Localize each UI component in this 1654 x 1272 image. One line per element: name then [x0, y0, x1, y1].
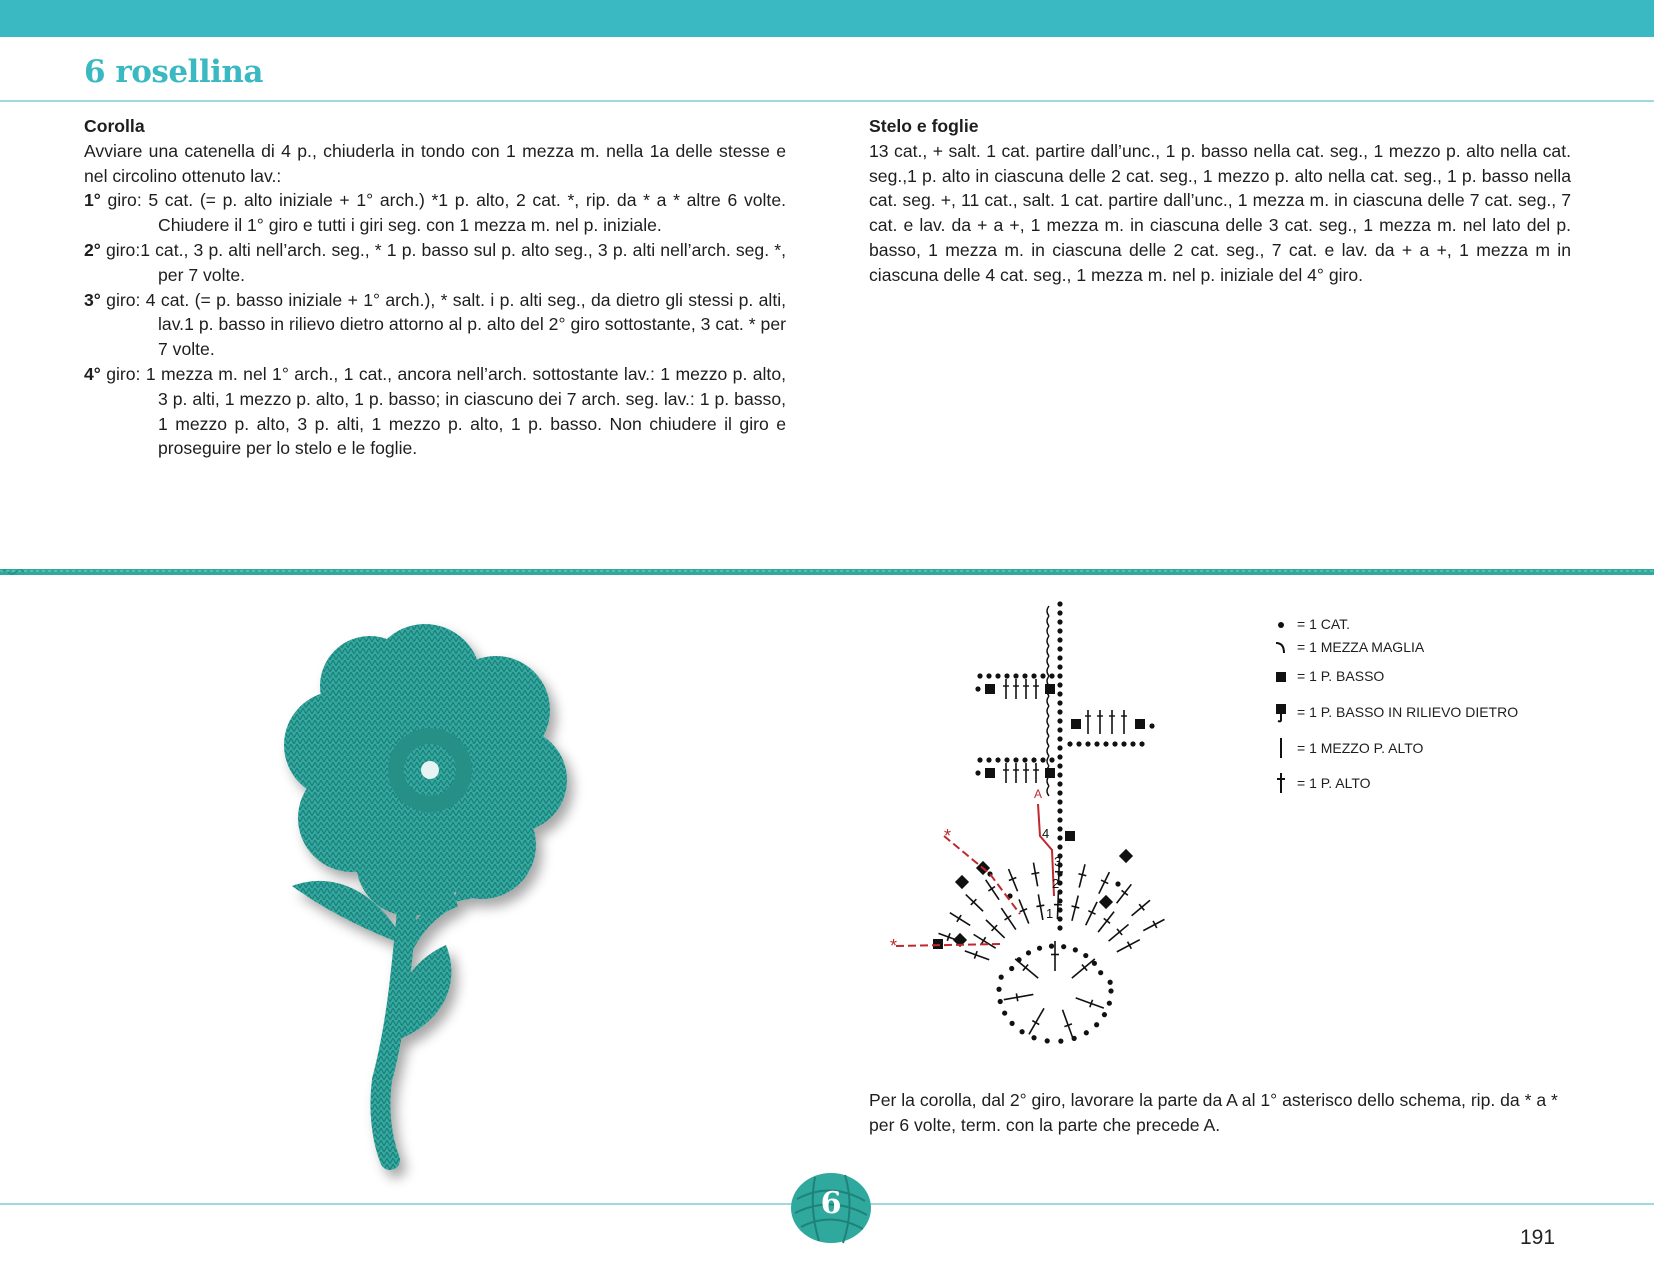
chain-dot: [1004, 757, 1009, 762]
chain-dot: [1139, 741, 1144, 746]
ring-dot: [1083, 953, 1088, 958]
dot-icon: [1270, 612, 1292, 636]
page-title: 6 rosellina: [84, 54, 264, 90]
cross-bar-icon: [1270, 771, 1292, 795]
stem-chain-dot: [1057, 826, 1062, 831]
slip-stitch-mark: [1047, 606, 1049, 616]
chain-dot: [1121, 741, 1126, 746]
treble-mark: [1029, 1008, 1044, 1034]
chain-dot: [1149, 723, 1154, 728]
round-2-text: giro:1 cat., 3 p. alti nell’arch. seg., * 1 p. basso sul p. alto seg., 3 p. alti nell’arch. seg. *, per 7 volte.: [100, 239, 786, 285]
legend-item-dot: [1270, 612, 1350, 636]
treble-mark: [1001, 908, 1016, 930]
slip-stitch-mark: [1047, 636, 1049, 646]
chain-dot: [977, 757, 982, 762]
slip-stitch-mark: [1047, 736, 1049, 746]
round-4-label: 4°: [84, 363, 101, 384]
stem-chain-dot: [1057, 646, 1062, 651]
slip-stitch-mark: [1047, 746, 1049, 756]
stem-chain-dot: [1057, 817, 1062, 822]
slip-stitch-mark: [1047, 716, 1049, 726]
slip-stitch-mark: [1047, 726, 1049, 736]
treble-mark: [1004, 994, 1034, 999]
crochet-flower-photo: [270, 600, 600, 1180]
chain-dot: [1094, 741, 1099, 746]
ring-dot: [996, 987, 1001, 992]
stem-leaves-section: [869, 114, 1571, 288]
stem-chain-dot: [1057, 673, 1062, 678]
treble-mark: [988, 887, 995, 891]
stem-chain-dot: [1057, 718, 1062, 723]
chain-dot: [1013, 757, 1018, 762]
chain-dot: [995, 673, 1000, 678]
ring-dot: [1108, 988, 1113, 993]
treble-mark: [974, 934, 996, 948]
legend-label: = 1 MEZZA MAGLIA: [1297, 639, 1425, 655]
slip-stitch-mark: [1047, 696, 1049, 706]
square-hook-icon: [1270, 700, 1292, 724]
treble-mark: [1132, 900, 1150, 915]
repeat-guide-line: [896, 944, 1000, 946]
stem-instructions: 13 cat., + salt. 1 cat. partire dall’unc., 1 p. basso nella cat. seg., 1 mezzo p. alto nella cat. seg.,1 p. alto in ciascuna delle 2 cat. seg., 1 mezzo p. alto nella cat. seg., 1 p. basso nella cat. seg. +, 11 cat., salt. 1 cat. partire dall’unc., 1 mezza m. in ciascuna delle 7 cat. seg., 7 cat. e lav. da + a +, 1 mezza m. in ciascuna delle 3 cat. seg., 1 mezza m. nel lato del p. basso, 1 mezza m. in ciascuna delle 2 cat. seg., 7 cat. e lav. da + a +, 1 mezza m in ciascuna delle 4 cat. seg., 1 mezza m. nel p. iniziale del 4° giro.: [869, 140, 1571, 285]
round-3-label: 3°: [84, 289, 101, 310]
legend-label: = 1 MEZZO P. ALTO: [1297, 740, 1424, 756]
treble-mark: [1079, 874, 1087, 876]
round-4-text: giro: 1 mezza m. nel 1° arch., 1 cat., ancora nell’arch. sottostante lav.: 1 mezzo p. alto, 3 p. alti, 1 mezzo p. alto, 1 p. basso; in ciascuno dei 7 arch. seg. lav.: 1 p. basso, 1 mezzo p. alto, 3 p. alti, 1 mezzo p. alto, 1 p. basso. Non chiudere il giro e proseguire per lo stelo e le foglie.: [100, 363, 786, 459]
chain-dot: [986, 673, 991, 678]
bar-icon: [1270, 736, 1292, 760]
stem-chain-dot: [1057, 610, 1062, 615]
ring-dot: [1102, 1012, 1107, 1017]
stem-chain-dot: [1057, 844, 1062, 849]
chain-dot: [975, 686, 980, 691]
legend-item-bar: [1270, 736, 1423, 760]
stem-chain-dot: [1057, 790, 1062, 795]
treble-mark: [1033, 863, 1037, 887]
single-crochet-mark: [1119, 849, 1133, 863]
stem-chain-dot: [1057, 709, 1062, 714]
ring-dot: [1037, 946, 1042, 951]
treble-mark: [1109, 924, 1129, 941]
treble-mark: [1117, 884, 1132, 903]
round-2-label: 2°: [84, 239, 101, 260]
chain-dot: [1013, 673, 1018, 678]
round-1-step: [84, 188, 786, 238]
single-crochet-mark: [1099, 895, 1113, 909]
stem-chain-dot: [1057, 727, 1062, 732]
legend-label: = 1 P. ALTO: [1297, 775, 1371, 791]
round-4-step: [84, 362, 786, 461]
legend-item-square-hook: [1270, 700, 1518, 724]
round-3-text: giro: 4 cat. (= p. basso iniziale + 1° arch.), * salt. i p. alti seg., da dietro gli stessi p. alti, lav.1 p. basso in rilievo dietro attorno al p. alto del 2° giro sottostante, 3 cat. * per 7 volte.: [100, 289, 786, 360]
slip-stitch-mark: [1047, 756, 1049, 766]
asterisk-marker: *: [890, 936, 898, 956]
chain-dot: [1076, 741, 1081, 746]
single-crochet-mark: [933, 939, 943, 949]
chain-dot: [977, 673, 982, 678]
stem-chain-dot: [1057, 835, 1062, 840]
treble-mark: [1015, 959, 1038, 978]
treble-mark: [1057, 893, 1058, 919]
square-icon: [1270, 664, 1292, 688]
stem-chain-dot: [1057, 799, 1062, 804]
chain-dot: [1130, 741, 1135, 746]
badge-number: 6: [820, 1186, 842, 1221]
ring-dot: [1098, 970, 1103, 975]
stem-chain-dot: [1057, 655, 1062, 660]
treble-mark: [1036, 905, 1044, 906]
chain-dot: [1067, 741, 1072, 746]
stem-chain-dot: [1057, 763, 1062, 768]
round-1-text: giro: 5 cat. (= p. alto iniziale + 1° arch.) *1 p. alto, 2 cat. *, rip. da * a * altre 6 volte. Chiudere il 1° giro e tutti i giri seg. con 1 mezza m. nel p. iniziale.: [100, 190, 786, 236]
ring-dot: [1058, 1039, 1063, 1044]
chain-dot: [1112, 741, 1117, 746]
ring-dot: [1108, 980, 1113, 985]
round-3-step: [84, 288, 786, 362]
ring-dot: [1049, 944, 1054, 949]
chain-dot: [1103, 741, 1108, 746]
ring-dot: [1107, 1001, 1112, 1006]
chain-dot: [1040, 673, 1045, 678]
ring-dot: [1002, 1010, 1007, 1015]
page-number: 191: [1520, 1226, 1556, 1249]
ring-dot: [1061, 944, 1066, 949]
single-crochet-mark: [1045, 684, 1055, 694]
title-divider: [0, 100, 1654, 102]
corolla-heading: Corolla: [84, 116, 145, 136]
slip-stitch-mark: [1047, 656, 1049, 666]
single-crochet-mark: [1065, 831, 1075, 841]
single-crochet-mark: [955, 875, 969, 889]
slip-stitch-mark: [1047, 616, 1049, 626]
stem-chain-dot: [1057, 925, 1062, 930]
stem-chain-dot: [1057, 808, 1062, 813]
treble-mark: [986, 920, 1005, 938]
chain-dot: [1031, 673, 1036, 678]
top-color-band: [0, 0, 1654, 37]
round-label-3: 3: [1054, 854, 1062, 869]
single-crochet-mark: [1045, 768, 1055, 778]
ring-dot: [1073, 947, 1078, 952]
stem-chain-dot: [1057, 745, 1062, 750]
chain-dot: [1022, 673, 1027, 678]
stem-chain-dot: [1057, 682, 1062, 687]
single-crochet-mark: [1071, 719, 1081, 729]
stem-chain-dot: [1057, 781, 1062, 786]
round-label-4: 4: [1042, 826, 1050, 841]
legend-label: = 1 P. BASSO: [1297, 668, 1385, 684]
round-2-step: [84, 238, 786, 288]
stem-chain-dot: [1057, 637, 1062, 642]
single-crochet-mark: [985, 768, 995, 778]
treble-mark: [986, 880, 999, 900]
ring-dot: [998, 999, 1003, 1004]
ring-dot: [1026, 950, 1031, 955]
treble-mark: [1031, 873, 1039, 874]
slip-stitch-mark: [1047, 706, 1049, 716]
chain-dot: [1004, 673, 1009, 678]
chain-dot: [1049, 673, 1054, 678]
ring-dot: [1084, 1030, 1089, 1035]
ring-dot: [1019, 1029, 1024, 1034]
ring-dot: [1009, 966, 1014, 971]
slip-stitch-mark: [1047, 646, 1049, 656]
chain-dot: [986, 757, 991, 762]
legend-item-cross-bar: [1270, 771, 1371, 795]
treble-mark: [950, 913, 970, 926]
ring-dot: [1010, 1021, 1015, 1026]
treble-mark: [1072, 906, 1080, 908]
yarn-divider: [0, 566, 1654, 578]
chain-dot: [1049, 757, 1054, 762]
round-label-1: 1: [1046, 906, 1054, 921]
slip-stitch-mark: [1047, 786, 1049, 796]
treble-mark: [1016, 993, 1017, 1001]
legend-label: = 1 CAT.: [1297, 616, 1351, 632]
stem-chain-dot: [1057, 619, 1062, 624]
stem-chain-dot: [1057, 628, 1062, 633]
single-crochet-mark: [985, 684, 995, 694]
chain-dot: [1115, 881, 1120, 886]
legend-item-arc: [1270, 635, 1424, 659]
legend-label: = 1 P. BASSO IN RILIEVO DIETRO: [1297, 704, 1519, 720]
stem-heading: Stelo e foglie: [869, 116, 979, 136]
arc-icon: [1270, 635, 1292, 659]
stem-chain-dot: [1057, 601, 1062, 606]
legend-item-square: [1270, 664, 1384, 688]
round-1-label: 1°: [84, 190, 101, 211]
chain-dot: [1031, 757, 1036, 762]
treble-mark: [1098, 912, 1114, 932]
ring-dot: [1045, 1038, 1050, 1043]
stem-chain-dot: [1057, 772, 1062, 777]
stem-chain-dot: [1057, 700, 1062, 705]
single-crochet-mark: [1135, 719, 1145, 729]
slip-stitch-mark: [1047, 626, 1049, 636]
chain-dot: [1022, 757, 1027, 762]
chain-dot: [995, 757, 1000, 762]
stem-chain-dot: [1057, 664, 1062, 669]
chain-dot: [975, 770, 980, 775]
corolla-section: [84, 114, 786, 461]
stem-chain-dot: [1057, 754, 1062, 759]
chain-dot: [1085, 741, 1090, 746]
ring-dot: [1094, 1022, 1099, 1027]
ring-dot: [1031, 1035, 1036, 1040]
corolla-intro: Avviare una catenella di 4 p., chiuderla in tondo con 1 mezza m. nella 1a delle stesse e nel circolino ottenuto lav.:: [84, 140, 786, 186]
start-marker-A: A: [1034, 787, 1043, 801]
chart-note: Per la corolla, dal 2° giro, lavorare la parte da A al 1° asterisco dello schema, rip. da * a * per 6 volte, term. con la parte che precede A.: [869, 1090, 1558, 1135]
treble-mark: [966, 895, 983, 912]
treble-mark: [1038, 894, 1043, 920]
asterisk-marker: *: [944, 826, 952, 846]
round-label-2: 2: [1052, 876, 1060, 891]
stem-chain-dot: [1057, 691, 1062, 696]
repeat-guide-line: [944, 836, 1020, 914]
treble-mark: [1005, 916, 1012, 920]
crochet-chart: [890, 596, 1290, 1076]
treble-mark: [1072, 959, 1095, 978]
stem-chain-dot: [1057, 736, 1062, 741]
chain-dot: [1040, 757, 1045, 762]
slip-stitch-mark: [1047, 666, 1049, 676]
ring-dot: [999, 975, 1004, 980]
